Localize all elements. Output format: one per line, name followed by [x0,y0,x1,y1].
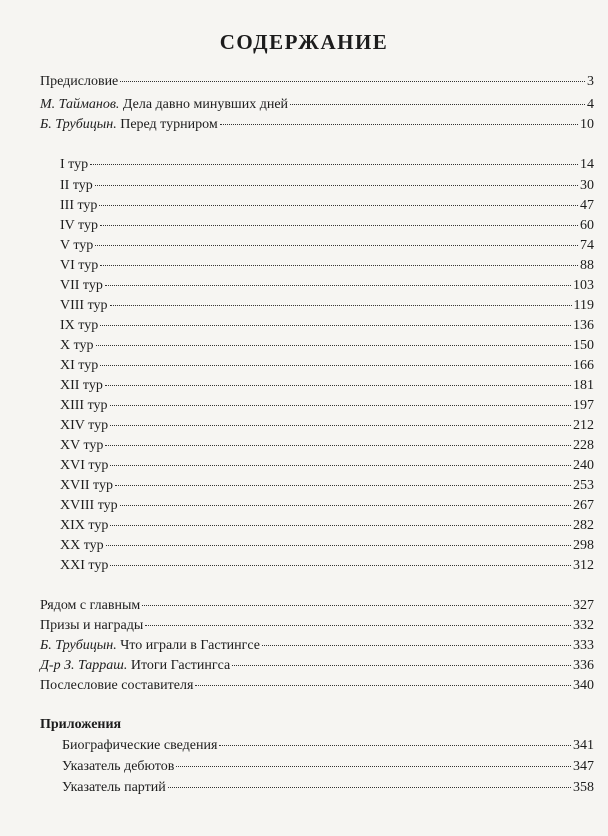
toc-entry [40,597,594,615]
dot-leader [145,625,571,626]
page-number: 197 [573,398,594,413]
toc-entry-appendix [62,779,594,797]
entry-label: X тур [60,338,94,353]
toc-entry [40,637,594,655]
entry-label: XXI тур [60,558,109,573]
dot-leader [220,124,578,125]
toc-entry-round [60,397,594,415]
page-number: 333 [573,638,594,653]
toc-entry-round [60,517,594,535]
page-number: 212 [573,418,594,433]
page-number: 88 [580,258,594,273]
dot-leader [115,485,571,486]
page-title: СОДЕРЖАНИЕ [219,30,389,54]
dot-leader [105,445,571,446]
page-number: 312 [573,558,594,573]
page-number: 4 [587,97,594,112]
toc-entry-appendix [62,737,594,755]
page-number: 341 [573,738,594,753]
dot-leader [110,305,572,306]
page-number: 347 [573,759,594,774]
toc-entry-round [60,417,594,435]
entry-label: XX тур [60,538,104,553]
entry-label: VII тур [60,278,103,293]
page-number: 228 [573,438,594,453]
entry-label: XIII тур [60,398,108,413]
toc-entry-round [60,257,594,275]
toc-entry-round [60,457,594,475]
entry-label: Б. Трубицын. Что играли в Гастингсе [40,638,261,653]
toc-entry-round [60,557,594,575]
entry-label: VI тур [60,258,99,273]
page-number: 298 [573,538,594,553]
page-number: 136 [573,318,594,333]
entry-label: XVIII тур [60,498,118,513]
page-number: 358 [573,780,594,795]
page-number: 60 [580,218,594,233]
entry-label: XIX тур [60,518,109,533]
page-number: 14 [580,157,594,172]
entry-label: Послесловие составителя [40,678,194,693]
dot-leader [100,325,571,326]
entry-label: Указатель дебютов [62,759,175,774]
toc-entry-round [60,237,594,255]
page-number: 30 [580,178,594,193]
page-number: 3 [587,74,594,89]
toc-entry [40,657,594,675]
entry-label: XIV тур [60,418,109,433]
dot-leader [219,745,571,746]
toc-entry-round [60,377,594,395]
toc-entry-round [60,317,594,335]
dot-leader [95,245,578,246]
entry-label: IX тур [60,318,99,333]
toc-entry-round [60,477,594,495]
page-number: 103 [573,278,594,293]
dot-leader [110,405,571,406]
dot-leader [99,205,578,206]
dot-leader [110,565,571,566]
toc-entry-round [60,297,594,315]
page-number: 47 [580,198,594,213]
entry-label: Рядом с главным [40,598,141,613]
toc-entry-round [60,337,594,355]
dot-leader [142,605,571,606]
toc-entry [40,617,594,635]
page-number: 166 [573,358,594,373]
page-number: 119 [573,298,594,313]
entry-label: IV тур [60,218,98,233]
toc-entry [40,677,594,695]
page-number: 327 [573,598,594,613]
dot-leader [100,365,571,366]
entry-label: I тур [60,157,89,172]
dot-leader [176,766,571,767]
toc-entry-round [60,537,594,555]
entry-label: Предисловие [40,74,119,89]
toc-entry-round [60,156,594,174]
dot-leader [290,104,585,105]
entry-label: XII тур [60,378,103,393]
page-number: 253 [573,478,594,493]
entry-label: VIII тур [60,298,108,313]
entry-label: Биографические сведения [62,738,218,753]
dot-leader [96,345,571,346]
entry-label: III тур [60,198,98,213]
page-number: 74 [580,238,594,253]
dot-leader [95,185,578,186]
entry-label: Д-р З. Тарраш. Итоги Гастингса [40,658,231,673]
toc-entry-round [60,217,594,235]
dot-leader [120,505,571,506]
dot-leader [120,81,585,82]
entry-label: Указатель партий [62,780,166,795]
entry-label: XI тур [60,358,99,373]
page-number: 340 [573,678,594,693]
dot-leader [105,285,571,286]
dot-leader [262,645,571,646]
appendix-heading: Приложения [40,717,122,732]
toc-entry-round [60,357,594,375]
page-number: 240 [573,458,594,473]
entry-label: II тур [60,178,93,193]
page-number: 336 [573,658,594,673]
dot-leader [232,665,571,666]
entry-label: XVI тур [60,458,109,473]
entry-label: XV тур [60,438,104,453]
toc-entry-appendix [62,758,594,776]
toc-entry-round [60,177,594,195]
page-number: 282 [573,518,594,533]
entry-label: V тур [60,238,94,253]
entry-label: Призы и награды [40,618,144,633]
toc-entry-round [60,197,594,215]
entry-label: Б. Трубицын. Перед турниром [40,117,218,132]
dot-leader [110,465,571,466]
page-number: 332 [573,618,594,633]
page-number: 150 [573,338,594,353]
toc-entry-round [60,497,594,515]
page-number: 267 [573,498,594,513]
dot-leader [195,685,571,686]
dot-leader [100,225,578,226]
toc-entry [40,116,594,134]
toc-entry-round [60,437,594,455]
dot-leader [100,265,578,266]
dot-leader [106,545,571,546]
entry-label: XVII тур [60,478,113,493]
dot-leader [90,164,578,165]
entry-label: М. Тайманов. Дела давно минувших дней [40,97,289,112]
page-number: 181 [573,378,594,393]
dot-leader [105,385,571,386]
toc-entry-round [60,277,594,295]
dot-leader [110,525,571,526]
dot-leader [168,787,571,788]
page-number: 10 [580,117,594,132]
toc-entry [40,96,594,114]
dot-leader [110,425,571,426]
toc-entry [40,73,594,91]
